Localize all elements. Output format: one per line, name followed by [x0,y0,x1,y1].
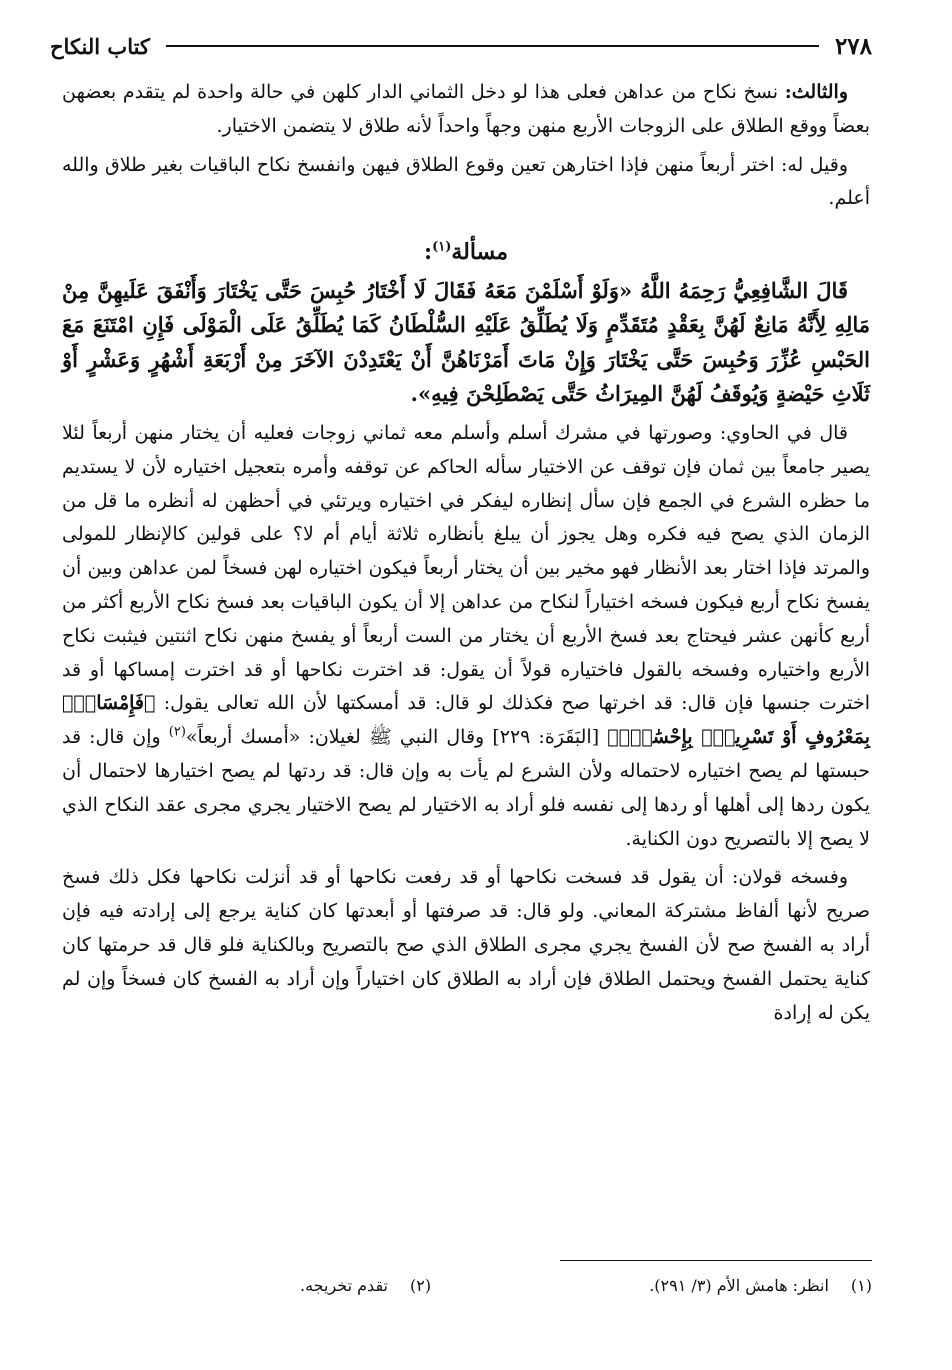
footnote-1 [649,1276,872,1302]
paragraph-alternative-opinion: وقيل له: اختر أربعاً منهن فإذا اختارهن تعين وقوع الطلاق فيهن وانفسخ نكاح الباقيات بغير طلاق والله أعلم. [62,153,870,210]
paragraph-text: نسخ نكاح من عداهن فعلى هذا لو دخل الثماني الدار كلهن في حالة واحدة لم يتقدم بعضهن بعضاً ووقع الطلاق على الزوجات الأربع منهن وجهاً واحداً لأنه طلاق لا يتضمن الاختيار. [62,81,870,137]
paragraph-third-opinion [62,76,870,144]
main-text [62,76,870,1035]
footnote-marker-2: (٢) [168,724,186,740]
running-header [50,26,872,66]
footnote-text: انظر: هامش الأم (٣/ ٢٩١). [649,1276,829,1295]
issue-heading-colon: : [423,239,433,266]
issue-heading-text: مسألة [451,239,509,266]
paragraph-hawi-commentary [62,417,870,856]
footnote-marker-1: (١) [432,239,452,255]
footnote-number: (١) [850,1276,872,1295]
book-title: كتاب النكاح [50,33,150,59]
issue-heading [62,236,870,270]
footnote-number: (٢) [410,1276,432,1295]
quran-reference: [البَقَرَة: ٢٢٩] [492,726,600,749]
header-rule [166,45,819,47]
paragraph-annulment: وفسخه قولان: أن يقول قد فسخت نكاحها أو قد رفعت نكاحها أو قد أنزلت نكاحها فكل ذلك فسخ صريح لأنها ألفاظ مشتركة المعاني. ولو قال: قد صرفتها أو أبعدتها كان كناية يرجع إلى إرادته فيه فإن أراد به الفسخ صح لأن الفسخ يجري مجرى الطلاق الذي صح بالتصريح وبالكناية فلو قال قد حرمتها كان كناية يحتمل الفسخ ويحتمل الطلاق فإن أراد به الطلاق كان اختياراً وإن أراد به الفسخ كان فسخاً وإن لم يكن له إرادة [62,866,870,1024]
page-number: ٢٧٨ [834,32,872,60]
commentary-text: قال في الحاوي: وصورتها في مشرك أسلم وأسلم معه ثماني زوجات فعليه أن يختار منهن أربعاً لئلا يصير جامعاً بين ثمان فإن توقف عن الاختيار سأله الحاكم عن توقفه وأمره بتعجيل اختياره لأن لا يستديم ما حظره الشرع في الجمع فإن سأل إنظاره ليفكر في اختياره ويرتئي في أحظهن له أنظره ما قل من الزمان الذي يصح فيه فكره وهل يجوز أن يبلغ بأنظاره ثلاثة أيام أم لا؟ على قولين كالإنظار للمولى والمرتد فإذا اختار بعد الأنظار فهو مخير بين أن يختار أربعاً فيكون اختياره لهن فسخاً لمن عداهن وبين أن يفسخ نكاح أربع فيكون فسخه اختياراً لنكاح من عداهن إلا أن يكون الباقيات بعد فسخ نكاح الأربع أكثر من أربع كأنهن عشر فيحتاج بعد فسخ الأربع أن يختار من الست أربعاً أو يفسخ منهن نكاح اثنتين فيثبت نكاح الأربع واختياره وفسخه بالقول فاختياره قولاً أن يقول: قد اخترت نكاحها أو قد اخترت إمساكها أو قد اخترت جنسها فإن قال: قد اخرتها صح فكذلك لو قال: قد أمسكتها لأن الله تعالى يقول: [62,421,870,715]
footnotes [300,1276,872,1302]
paragraph-lead: والثالث: [784,81,848,103]
footnote-separator [560,1260,872,1261]
hadith-text: وقال النبي ﷺ لغيلان: «أمسك أربعاً» [185,726,485,749]
footnote-2 [300,1276,431,1302]
shafii-quote: قَالَ الشَّافِعِيُّ رَحِمَهُ اللَّهُ «وَلَوْ أَسْلَمْنَ مَعَهُ فَقَالَ لَا أَخْتَارُ حُبِسَ حَتَّى يَخْتَارَ وَأَنْفَقَ عَلَيهِنَّ مِنْ مَالِهِ لِأَنَّهُ مَانِعٌ لَهُنَّ بِعَقْدٍ مُتَقَدِّمٍ وَلَا يُطَلِّقُ عَلَيْهِ السُّلْطَانُ كَمَا يُطَلِّقُ عَلَى الْمَوْلَى فَإِنِ امْتَنَعَ مَعَ الحَبْسِ عُزِّرَ وَحُبِسَ حَتَّى يَخْتَارَ وَإِنْ مَاتَ أَمَرْنَاهُنَّ أَنْ يَعْتَدِدْنَ الآخَرَ مِنْ أَرْبَعَةِ أَشْهُرٍ وَعَشْرٍ أَوْ ثَلَاثِ حَيْضةٍ وَيُوقَفُ لَهُنَّ المِيرَاثُ حَتَّى يَصْطَلِحْنَ فِيهِ». [62,277,870,407]
footnote-text: تقدم تخريجه. [300,1276,388,1295]
commentary-text-continued: وإن قال: قد حبستها لم يصح اختياره لاحتماله ولأن الشرع لم يأت به وإن قال: قد ردتها لم يصح اختيارها لاحتمال أن يكون ردها إلى أهلها أو ردها إلى نفسه فلو أراد به الاختيار لم يصح الاختيار يجري مجرى عقد النكاح الذي لا يصح إلا بالتصريح دون الكناية. [62,726,870,850]
quran-verse: ﴿فَإِمْسَاكٌۢ بِمَعْرُوفٍ أَوْ تَسْرِيحٌۢ بِإِحْسَٰنٍۗ﴾ [62,692,870,749]
